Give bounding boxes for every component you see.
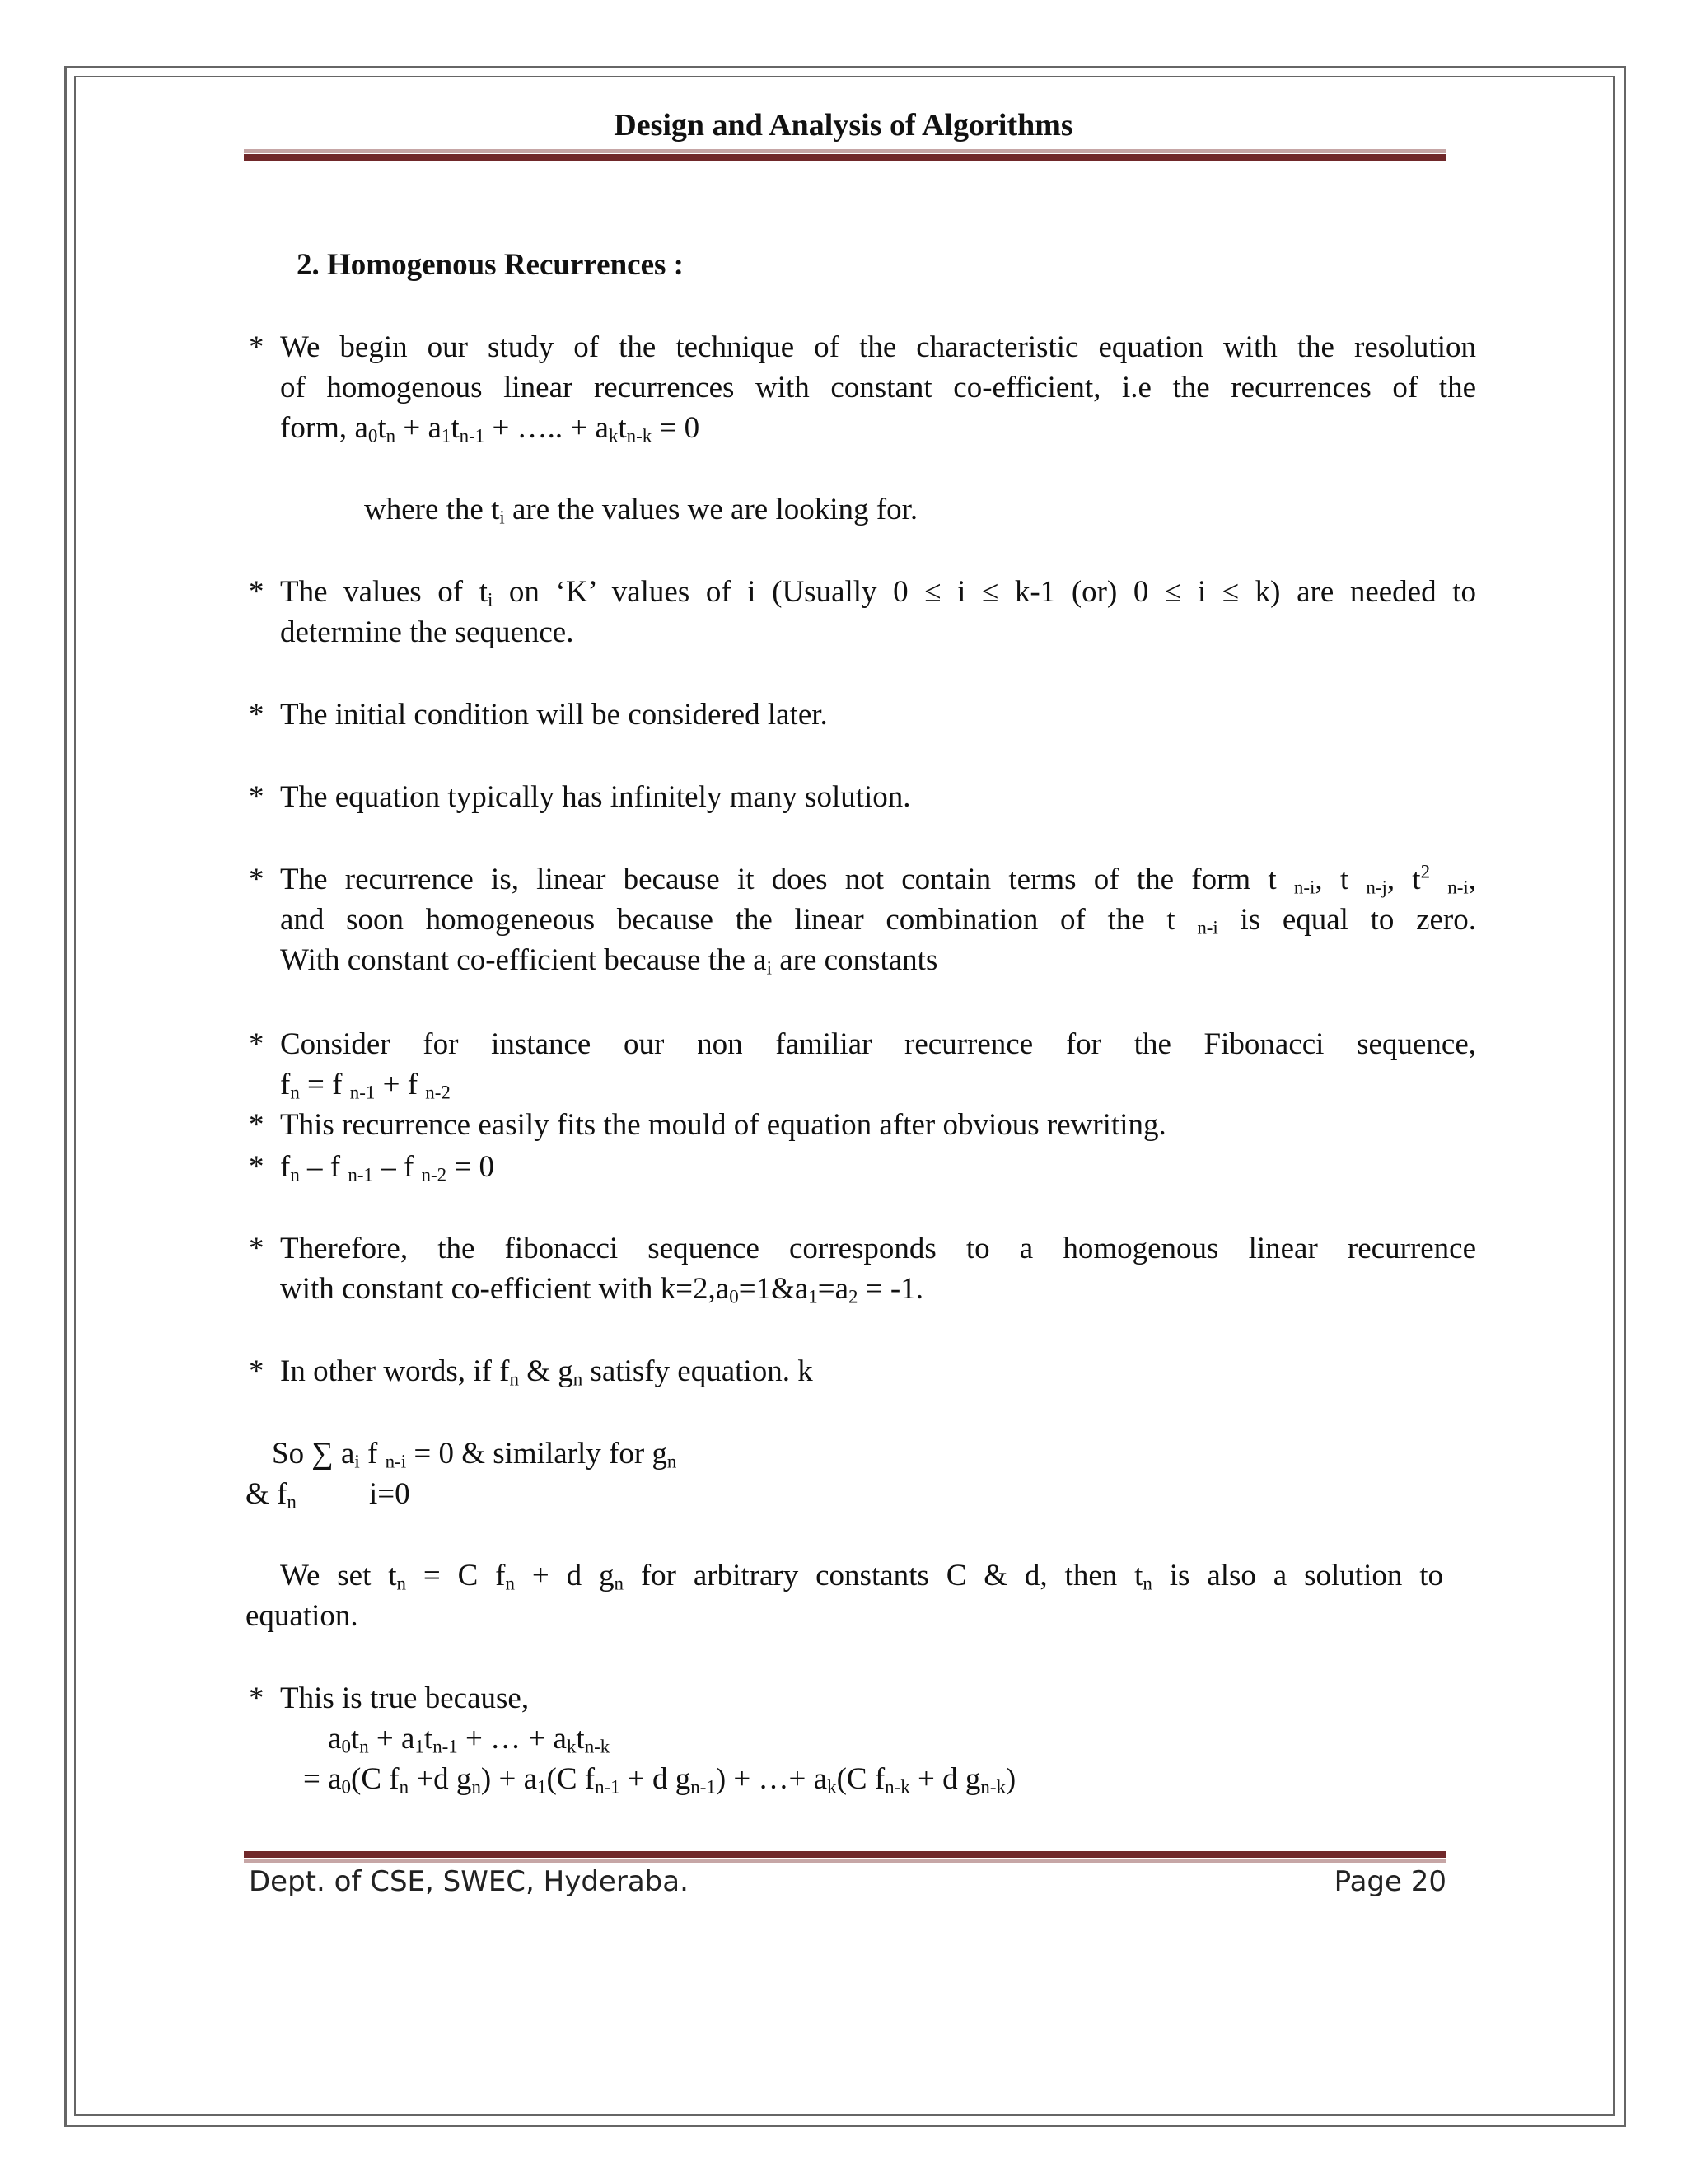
p5-line3: With constant co-efficient because the $a_i$ are constants xyxy=(280,943,938,979)
bullet-marker: * xyxy=(249,1232,264,1265)
p9-line2: with constant co-efficient with $k=2,a_0=1\&a_1=a_2 = -1$. xyxy=(280,1272,923,1307)
bullet-marker: * xyxy=(249,698,264,732)
where-line: where the $t_i$ are the values we are looking for. xyxy=(364,493,918,528)
p6-line1: Consider for instance our non familiar recurrence for the Fibonacci sequence, xyxy=(280,1027,1476,1061)
p12-line: This is true because, xyxy=(280,1681,530,1715)
p8-line: $f_n$ – f $_{n-1}$ – f $_{n-2}$ = 0 xyxy=(280,1150,494,1186)
section-heading: 2. Homogenous Recurrences : xyxy=(297,248,684,282)
p11-line1: We set $t_n = C$ $f_n + d$ $g_n$ for arbitrary constants C & d, then $t_n$ is also a solution to xyxy=(280,1559,1444,1594)
header-rule-dark xyxy=(244,154,1446,161)
page-header-title: Design and Analysis of Algorithms xyxy=(614,108,1073,143)
p4-line: The equation typically has infinitely many solution. xyxy=(280,780,911,814)
sum-line2: & $f_n$ xyxy=(245,1477,297,1513)
p6-line2: $f_n = f$ $_{n-1}$ + f $_{n-2}$ xyxy=(280,1068,451,1103)
bullet-marker: * xyxy=(249,1681,264,1715)
p2-line2: determine the sequence. xyxy=(280,615,574,649)
p11-line2: equation. xyxy=(245,1599,358,1633)
bullet-marker: * xyxy=(249,1354,264,1388)
p1-line2: of homogenous linear recurrences with constant co-efficient, i.e the recurrences of the xyxy=(280,371,1476,405)
bullet-marker: * xyxy=(249,575,264,609)
p1-line1: We begin our study of the technique of the characteristic equation with the resolution xyxy=(280,330,1476,364)
p5-line2: and soon homogeneous because the linear combination of the t $_{n-i}$ is equal to zero. xyxy=(280,903,1476,938)
bullet-marker: * xyxy=(249,863,264,896)
p2-line1: The values of $t_i$ on ‘K’ values of i (Usually 0 ≤ i ≤ k-1 (or) 0 ≤ i ≤ k) are needed to xyxy=(280,575,1476,610)
footer-rule-dark xyxy=(244,1851,1446,1858)
sum-line1: So ∑ $a_i$ f $_{n-i}$ = 0 & similarly for $g_n$ xyxy=(272,1437,677,1472)
bullet-marker: * xyxy=(249,780,264,814)
equation-line1: $a_0t_n + a_1t_{n-1}$ + … + $a_kt_{n-k}$ xyxy=(328,1722,610,1757)
bullet-marker: * xyxy=(249,330,264,364)
footer-department: Dept. of CSE, SWEC, Hyderaba. xyxy=(249,1865,689,1898)
bullet-marker: * xyxy=(249,1108,264,1142)
footer-rule-light xyxy=(244,1859,1446,1863)
p10-line: In other words, if $f_n$ & $g_n$ satisfy equation. k xyxy=(280,1354,813,1390)
p9-line1: Therefore, the fibonacci sequence corresponds to a homogenous linear recurrence xyxy=(280,1232,1476,1265)
sum-index: i=0 xyxy=(369,1477,410,1511)
p1-line3: form, $a_0t_n + a_1t_{n-1}$ + ….. + $a_kt_{n-k} = 0$ xyxy=(280,411,700,447)
footer-page-number: Page 20 xyxy=(1334,1865,1446,1898)
header-rule-light xyxy=(244,149,1446,153)
bullet-marker: * xyxy=(249,1150,264,1184)
p3-line: The initial condition will be considered later. xyxy=(280,698,828,732)
bullet-marker: * xyxy=(249,1027,264,1061)
p7-line: This recurrence easily fits the mould of equation after obvious rewriting. xyxy=(280,1108,1166,1142)
equation-line2: = $a_0(C$ $f_n +d$ $g_n) + a_1(C$ $f_{n-1} + d$ $g_{n-1}$) + …+ $a_k(C$ $f_{n-k} + d$ $g_{n-k}$) xyxy=(303,1762,1016,1798)
p5-line1: The recurrence is, linear because it does not contain terms of the form t $_{n-i}$, t $_{n-j}$, $t^2$ $_{n-i}$, xyxy=(280,861,1476,898)
